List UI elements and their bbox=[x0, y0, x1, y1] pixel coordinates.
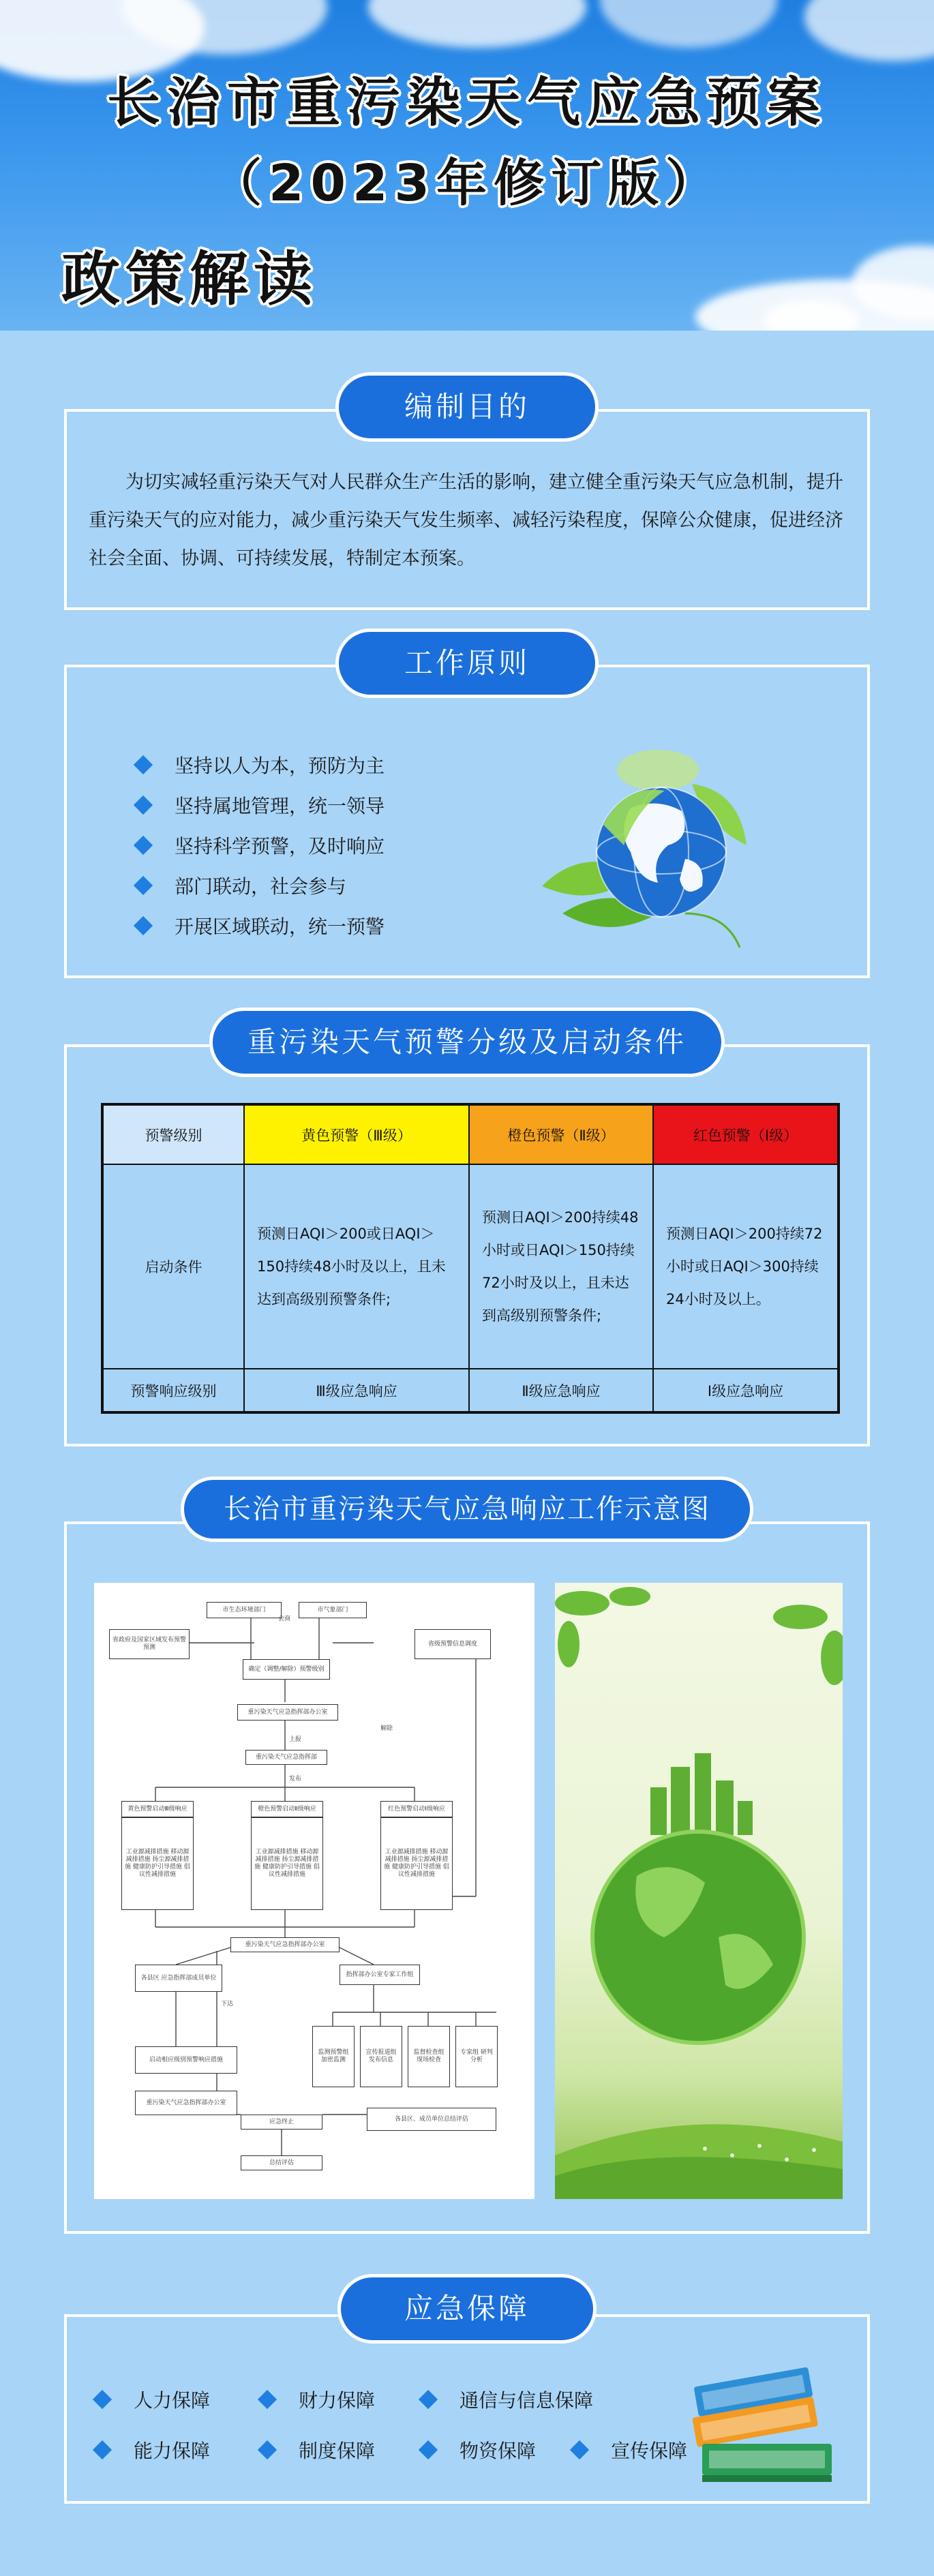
table-row bbox=[102, 1164, 839, 1369]
table-cell: Ⅱ级应急响应 bbox=[469, 1369, 653, 1412]
flow-label-publish: 发布 bbox=[289, 1776, 302, 1783]
table-cell: 预警响应级别 bbox=[102, 1369, 244, 1412]
flow-node-weather-dept: 市气象部门 bbox=[299, 1602, 367, 1618]
flow-node-red-response: 红色预警启动Ⅰ级响应 bbox=[380, 1801, 453, 1817]
flow-label-lift: 解除 bbox=[380, 1725, 393, 1732]
green-earth-illustration bbox=[555, 1583, 843, 2199]
flow-node-publicity: 宣传报道组 发布信息 bbox=[360, 2026, 402, 2087]
guarantee-text: 能力保障 bbox=[134, 2440, 211, 2462]
flow-node-red-measures: 工业源减排措施 移动源减排措施 扬尘源减排措施 健康防护引导措施 倡议性减排措施 bbox=[380, 1817, 453, 1910]
table-cell: 预测日AQI＞200或日AQI＞150持续48小时及以上，且未达到高级别预警条件; bbox=[244, 1164, 469, 1369]
flow-node-monitoring: 监测预警组 加密监测 bbox=[312, 2026, 355, 2087]
flow-node-env-dept: 市生态环境部门 bbox=[207, 1602, 282, 1618]
diamond-bullet-icon bbox=[134, 755, 153, 774]
diamond-bullet-icon bbox=[134, 835, 153, 854]
guarantee-text: 宣传保障 bbox=[611, 2440, 688, 2462]
guarantees-heading: 应急保障 bbox=[337, 2274, 597, 2344]
flow-label-issue: 下达 bbox=[221, 2001, 234, 2007]
principles-list bbox=[136, 744, 385, 945]
flow-node-command-office-2: 重污染天气应急指挥部办公室 bbox=[230, 1937, 340, 1952]
diamond-bullet-icon bbox=[419, 2390, 438, 2409]
table-row bbox=[102, 1369, 839, 1412]
flow-node-county-summary: 各县区、成员单位总结评估 bbox=[367, 2108, 496, 2131]
purpose-heading: 编制目的 bbox=[335, 372, 599, 442]
guarantee-text: 物资保障 bbox=[460, 2440, 537, 2462]
principle-text: 坚持以人为本，预防为主 bbox=[175, 754, 385, 777]
diamond-bullet-icon bbox=[419, 2440, 438, 2459]
page-subtitle: 政策解读 bbox=[61, 245, 318, 314]
flow-node-yellow-response: 黄色预警启动Ⅲ级响应 bbox=[121, 1801, 194, 1817]
guarantee-text: 制度保障 bbox=[299, 2440, 376, 2462]
response-flowchart bbox=[94, 1583, 534, 2199]
principle-text: 部门联动，社会参与 bbox=[175, 875, 347, 898]
warning-levels-heading: 重污染天气预警分级及启动条件 bbox=[209, 1007, 725, 1077]
list-item bbox=[136, 865, 385, 905]
flow-node-regional-warning: 省政府及国家区域发布预警预测 bbox=[109, 1629, 190, 1659]
list-item bbox=[421, 2436, 536, 2464]
diamond-bullet-icon bbox=[570, 2440, 589, 2459]
flow-node-county-units: 各县区 应急指挥部成员单位 bbox=[135, 1965, 222, 1992]
flow-node-terminate: 应急终止 bbox=[241, 2115, 322, 2130]
principle-text: 开展区域联动，统一预警 bbox=[175, 915, 385, 938]
flow-node-experts: 专家组 研判分析 bbox=[455, 2026, 498, 2087]
globe-with-leaves-icon bbox=[522, 743, 767, 961]
list-item bbox=[260, 2386, 375, 2413]
principles-heading: 工作原则 bbox=[335, 628, 599, 698]
guarantee-text: 人力保障 bbox=[134, 2389, 211, 2412]
diamond-bullet-icon bbox=[258, 2440, 277, 2459]
list-item bbox=[95, 2386, 210, 2413]
flow-node-command-hq: 重污染天气应急指挥部 bbox=[245, 1750, 327, 1765]
table-cell: 启动条件 bbox=[102, 1164, 244, 1369]
flow-node-confirm-level: 确定（调整/解除）预警级别 bbox=[243, 1659, 330, 1680]
books-icon bbox=[682, 2362, 845, 2498]
flow-node-command-office-3: 重污染天气应急指挥部办公室 bbox=[135, 2091, 237, 2115]
flowchart-heading: 长治市重污染天气应急响应工作示意图 bbox=[181, 1476, 753, 1542]
table-header-cell: 预警级别 bbox=[102, 1104, 244, 1164]
table-cell: Ⅰ级应急响应 bbox=[653, 1369, 839, 1412]
list-item bbox=[421, 2386, 593, 2413]
list-item bbox=[260, 2436, 375, 2464]
flow-node-command-office: 重污染天气应急指挥部办公室 bbox=[237, 1704, 338, 1721]
table-cell: Ⅲ级应急响应 bbox=[244, 1369, 469, 1412]
orange-level-header: 橙色预警（Ⅱ级） bbox=[469, 1104, 653, 1164]
list-item bbox=[136, 744, 385, 785]
principle-text: 坚持属地管理，统一领导 bbox=[175, 794, 385, 817]
page-title-edition: （2023年修订版） bbox=[211, 154, 723, 213]
diamond-bullet-icon bbox=[93, 2390, 112, 2409]
table-row bbox=[102, 1104, 839, 1164]
list-item bbox=[573, 2436, 687, 2464]
flow-label-consult: 会商 bbox=[278, 1616, 291, 1622]
diamond-bullet-icon bbox=[258, 2390, 277, 2409]
header-banner bbox=[0, 0, 934, 331]
list-item bbox=[95, 2436, 210, 2464]
flow-label-report: 上报 bbox=[289, 1736, 302, 1743]
page-title: 长治市重污染天气应急预案 bbox=[106, 72, 827, 134]
list-item bbox=[136, 785, 385, 825]
red-level-header: 红色预警（Ⅰ级） bbox=[653, 1104, 839, 1164]
green-earth-city-icon bbox=[555, 1583, 843, 2199]
list-item bbox=[136, 825, 385, 865]
flow-node-expert-group: 指挥部办公室专家工作组 bbox=[340, 1965, 420, 1985]
diamond-bullet-icon bbox=[93, 2440, 112, 2459]
purpose-text: 为切实减轻重污染天气对人民群众生产生活的影响，建立健全重污染天气应急机制，提升重污染天气的应对能力，减少重污染天气发生频率、减轻污染程度，保障公众健康，促进经济社会全面、协调、可持续发展，特制定本预案。 bbox=[89, 472, 843, 569]
guarantee-text: 通信与信息保障 bbox=[460, 2389, 594, 2412]
table-cell: 预测日AQI＞200持续72小时或日AQI＞300持续24小时及以上。 bbox=[653, 1164, 839, 1369]
diamond-bullet-icon bbox=[134, 795, 153, 814]
flow-node-summary: 总结评估 bbox=[241, 2155, 322, 2170]
principle-text: 坚持科学预警，及时响应 bbox=[175, 834, 385, 858]
flow-node-start-measures: 启动相应级别预警响应措施 bbox=[135, 2046, 237, 2074]
diamond-bullet-icon bbox=[134, 915, 153, 935]
guarantee-text: 财力保障 bbox=[299, 2389, 376, 2412]
flow-node-inspection: 监督检查组 现场检查 bbox=[408, 2026, 450, 2087]
table-cell: 预测日AQI＞200持续48小时或日AQI＞150持续72小时及以上，且未达到高级别预警条件; bbox=[469, 1164, 653, 1369]
flow-node-orange-measures: 工业源减排措施 移动源减排措施 扬尘源减排措施 健康防护引导措施 倡议性减排措施 bbox=[251, 1817, 323, 1910]
flow-node-yellow-measures: 工业源减排措施 移动源减排措施 扬尘源减排措施 健康防护引导措施 倡议性减排措施 bbox=[121, 1817, 194, 1910]
list-item bbox=[136, 905, 385, 945]
yellow-level-header: 黄色预警（Ⅲ级） bbox=[244, 1104, 469, 1164]
warning-levels-table bbox=[101, 1103, 840, 1414]
flow-node-orange-response: 橙色预警启动Ⅱ级响应 bbox=[251, 1801, 323, 1817]
diamond-bullet-icon bbox=[134, 875, 153, 894]
flow-node-province-dispatch: 省级预警信息调度 bbox=[415, 1629, 491, 1659]
